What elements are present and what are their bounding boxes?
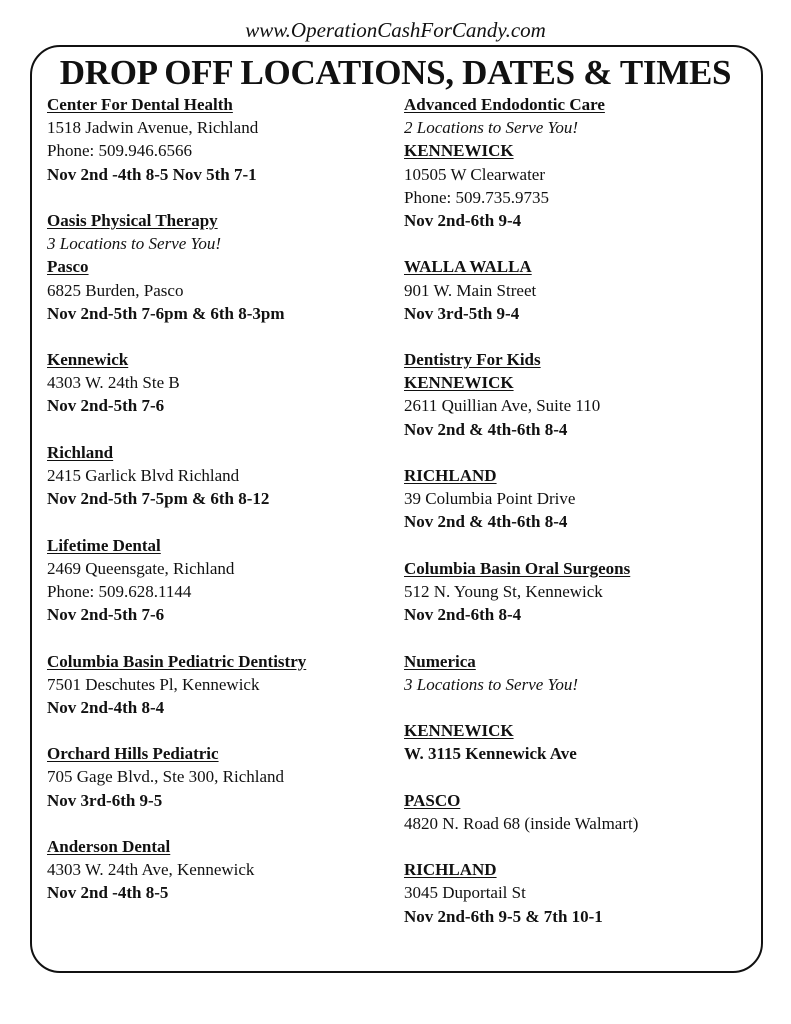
dates-times-line: Nov 2nd-5th 7-6pm & 6th 8-3pm [47, 303, 285, 323]
spacer [47, 719, 387, 742]
spacer [47, 325, 387, 348]
address-line: 2611 Quillian Ave, Suite 110 [404, 396, 601, 416]
dates-times-line: Nov 2nd-6th 9-5 & 7th 10-1 [404, 906, 603, 926]
spacer [47, 510, 387, 533]
spacer [404, 534, 754, 557]
location-heading: KENNEWICK [404, 373, 514, 393]
left-location-column [47, 93, 387, 905]
location-heading: KENNEWICK [404, 721, 514, 741]
address-line: 6825 Burden, Pasco [47, 280, 184, 300]
address-line: 7501 Deschutes Pl, Kennewick [47, 674, 260, 694]
spacer [404, 232, 754, 255]
locations-note: 3 Locations to Serve You! [404, 674, 579, 694]
address-line: 901 W. Main Street [404, 280, 537, 300]
dates-times-line: Nov 2nd-6th 9-4 [404, 210, 522, 230]
spacer [47, 418, 387, 441]
address-line: 1518 Jadwin Avenue, Richland [47, 118, 259, 138]
address-line: 3045 Duportail St [404, 883, 526, 903]
location-heading: Columbia Basin Pediatric Dentistry [47, 651, 307, 671]
address-line: 2469 Queensgate, Richland [47, 558, 235, 578]
location-heading: Center For Dental Health [47, 95, 233, 114]
right-location-column [404, 93, 754, 928]
location-heading: Advanced Endodontic Care [404, 95, 605, 114]
location-heading: WALLA WALLA [404, 257, 532, 277]
locations-note: 3 Locations to Serve You! [47, 234, 222, 254]
dates-times-line: Nov 2nd-6th 8-4 [404, 605, 522, 625]
spacer [404, 696, 754, 719]
dates-times-line: Nov 3rd-5th 9-4 [404, 303, 520, 323]
spacer [404, 325, 754, 348]
location-heading: KENNEWICK [404, 141, 514, 161]
locations-note: 2 Locations to Serve You! [404, 118, 579, 138]
address-line: 4820 N. Road 68 (inside Walmart) [404, 813, 639, 833]
address-line: 512 N. Young St, Kennewick [404, 581, 603, 601]
dates-times-line: Nov 3rd-6th 9-5 [47, 790, 163, 810]
location-heading: Pasco [47, 257, 89, 277]
address-line: 705 Gage Blvd., Ste 300, Richland [47, 767, 285, 787]
dates-times-line: Nov 2nd -4th 8-5 Nov 5th 7-1 [47, 164, 257, 184]
dates-times-line: Nov 2nd & 4th-6th 8-4 [404, 512, 568, 532]
address-line: 4303 W. 24th Ste B [47, 373, 180, 393]
location-heading: PASCO [404, 790, 461, 810]
location-heading: RICHLAND [404, 466, 497, 485]
dates-times-line: Nov 2nd & 4th-6th 8-4 [404, 419, 568, 439]
spacer [404, 835, 754, 858]
dates-times-line: Nov 2nd-5th 7-6 [47, 605, 165, 625]
dates-times-line: Nov 2nd-4th 8-4 [47, 697, 165, 717]
location-heading: Kennewick [47, 350, 129, 370]
address-line: 10505 W Clearwater [404, 164, 545, 184]
spacer [47, 186, 387, 209]
location-heading: Columbia Basin Oral Surgeons [404, 558, 631, 578]
address-line: 2415 Garlick Blvd Richland [47, 466, 240, 485]
spacer [404, 765, 754, 788]
location-heading: Richland [47, 442, 114, 462]
website-url: www.OperationCashForCandy.com [245, 18, 546, 42]
address-line: Phone: 509.946.6566 [47, 141, 192, 161]
location-heading: Lifetime Dental [47, 535, 161, 555]
dates-times-line: Nov 2nd-5th 7-5pm & 6th 8-12 [47, 489, 270, 509]
dates-times-line: W. 3115 Kennewick Ave [404, 744, 577, 764]
location-heading: Oasis Physical Therapy [47, 210, 218, 230]
location-heading: Dentistry For Kids [404, 350, 541, 370]
address-line: Phone: 509.735.9735 [404, 187, 549, 207]
address-line: 39 Columbia Point Drive [404, 489, 576, 509]
spacer [47, 626, 387, 649]
spacer [404, 441, 754, 464]
address-line: 4303 W. 24th Ave, Kennewick [47, 860, 255, 880]
location-heading: Anderson Dental [47, 837, 171, 856]
dates-times-line: Nov 2nd -4th 8-5 [47, 883, 169, 903]
location-heading: Numerica [404, 651, 476, 671]
spacer [404, 626, 754, 649]
location-heading: Orchard Hills Pediatric [47, 744, 219, 764]
page-title: DROP OFF LOCATIONS, DATES & TIMES [59, 53, 732, 92]
address-line: Phone: 509.628.1144 [47, 581, 192, 601]
dates-times-line: Nov 2nd-5th 7-6 [47, 396, 165, 416]
spacer [47, 812, 387, 835]
location-heading: RICHLAND [404, 860, 497, 880]
